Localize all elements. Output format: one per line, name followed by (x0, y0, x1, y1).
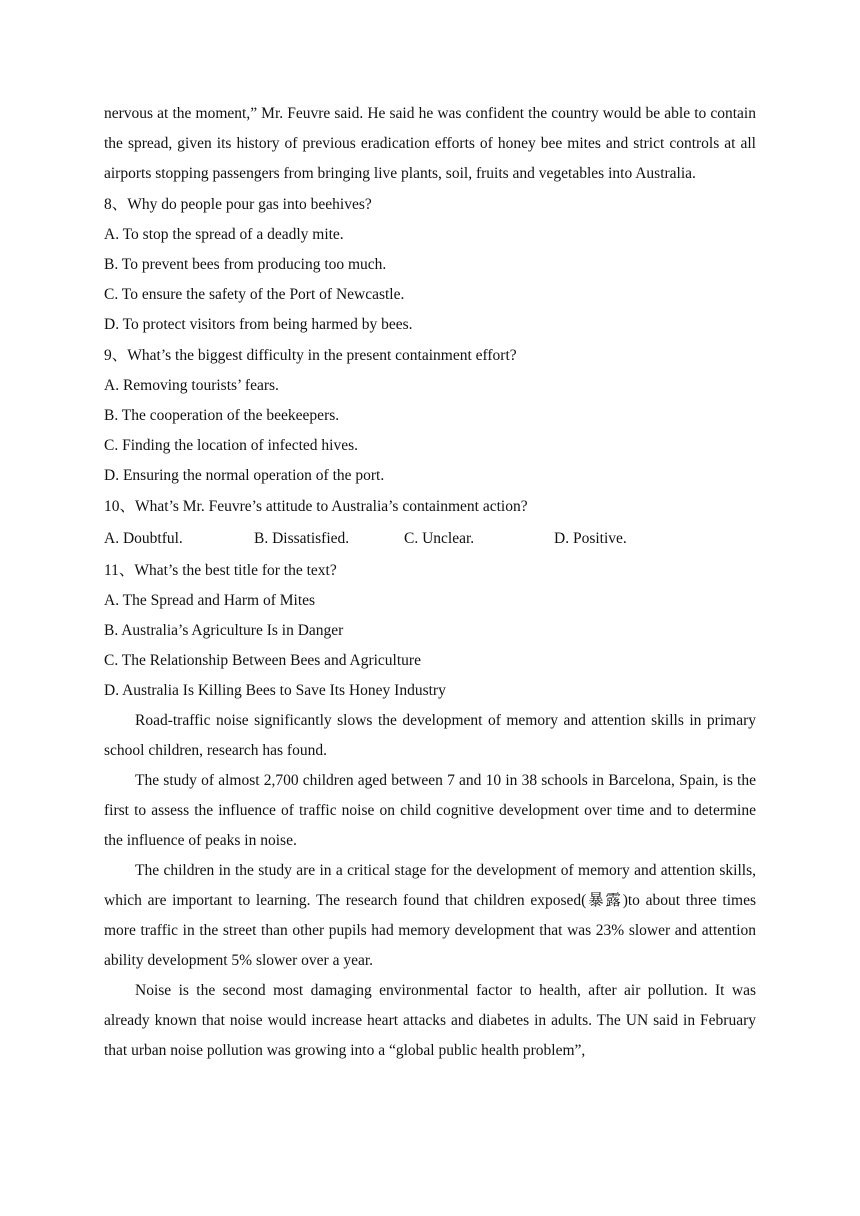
passage-paragraph-4: Noise is the second most damaging environmental factor to health, after air pollution. It was already known that noise would increase heart attacks and diabetes in adults. The UN said in February that urban noise pollution was growing into a “global public health problem”, (104, 982, 756, 1059)
document-page (104, 99, 756, 1066)
question-8-stem: 8、Why do people pour gas into beehives? (104, 196, 372, 213)
question-8-option-d: D. To protect visitors from being harmed by bees. (104, 316, 413, 333)
question-9-option-a: A. Removing tourists’ fears. (104, 377, 279, 394)
intro-paragraph: nervous at the moment,” Mr. Feuvre said. He said he was confident the country would be able to contain the spread, given its history of previous eradication efforts of honey bee mites and strict controls at all airports stopping passengers from bringing live plants, soil, fruits and vegetables into Australia. (104, 105, 756, 182)
question-9-option-d: D. Ensuring the normal operation of the port. (104, 467, 385, 484)
passage-paragraph-2: The study of almost 2,700 children aged between 7 and 10 in 38 schools in Barcelona, Spain, is the first to assess the influence of traffic noise on child cognitive development over time and to determine the influence of peaks in noise. (104, 772, 756, 849)
question-11-option-a: A. The Spread and Harm of Mites (104, 592, 316, 609)
question-11-option-c: C. The Relationship Between Bees and Agriculture (104, 652, 421, 669)
question-11-option-b: B. Australia’s Agriculture Is in Danger (104, 622, 344, 639)
question-8-option-b: B. To prevent bees from producing too much. (104, 256, 387, 273)
question-9-option-b: B. The cooperation of the beekeepers. (104, 407, 340, 424)
question-11-option-d: D. Australia Is Killing Bees to Save Its Honey Industry (104, 682, 446, 699)
question-9-option-c: C. Finding the location of infected hives. (104, 437, 358, 454)
question-10-stem: 10、What’s Mr. Feuvre’s attitude to Australia’s containment action? (104, 498, 528, 515)
passage-paragraph-1: Road-traffic noise significantly slows the development of memory and attention skills in primary school children, research has found. (104, 712, 756, 759)
question-8-option-a: A. To stop the spread of a deadly mite. (104, 226, 344, 243)
passage-paragraph-3: The children in the study are in a critical stage for the development of memory and attention skills, which are important to learning. The research found that children exposed(暴露)to about three times more traffic in the street than other pupils had memory development that was 23% slower and attention ability development 5% slower over a year. (104, 862, 756, 969)
question-10-options (104, 522, 756, 555)
question-10-option-d: D. Positive. (554, 530, 627, 547)
question-10-option-a: A. Doubtful. (104, 530, 183, 547)
question-10-option-b: B. Dissatisfied. (254, 530, 350, 547)
question-8-option-c: C. To ensure the safety of the Port of Newcastle. (104, 286, 405, 303)
question-10-option-c: C. Unclear. (404, 530, 475, 547)
question-9-stem: 9、What’s the biggest difficulty in the present containment effort? (104, 347, 517, 364)
question-11-stem: 11、What’s the best title for the text? (104, 562, 337, 579)
